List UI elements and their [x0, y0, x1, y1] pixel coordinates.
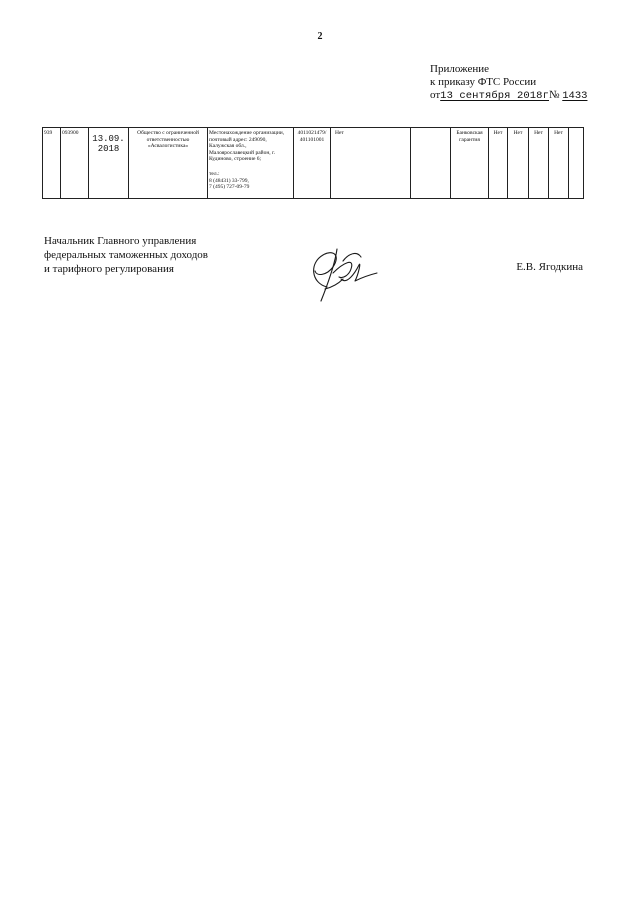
cell-col13: Нет — [549, 128, 569, 199]
cell-col11: Нет — [508, 128, 529, 199]
cell-col12: Нет — [529, 128, 549, 199]
order-number: 1433 — [562, 90, 588, 102]
cell-date-line-1: 13.09. — [92, 134, 125, 144]
cell-col8-empty — [411, 128, 451, 199]
phone-1: 8 (48431) 33-799, — [209, 177, 249, 184]
cell-index: 939 — [43, 128, 61, 199]
address-text: Местонахождение организации, почтовый адрес: 249090, Калужская обл., Малоярославецкий район, г. Кудиново, строение 6; — [209, 130, 285, 163]
appendix-title: Приложение — [430, 63, 490, 75]
page-number: 2 — [317, 31, 323, 42]
appendix-order-ref: к приказу ФТС России — [430, 76, 537, 88]
cell-date-line-2: 2018 — [97, 144, 120, 154]
cell-organization: Общество с ограниченной ответственностью «Асвалогистика» — [129, 128, 208, 199]
number-sign: № — [549, 89, 560, 101]
cell-address — [208, 128, 294, 199]
appendix-date-line — [430, 89, 590, 103]
handwritten-signature — [303, 243, 381, 305]
date-prefix: от — [430, 89, 441, 101]
signatory-position — [44, 234, 264, 276]
cell-col14-empty — [569, 128, 584, 199]
registry-table — [42, 127, 584, 199]
cell-date — [89, 128, 129, 199]
order-date: 13 сентября 2018г — [440, 90, 549, 102]
appendix-header — [430, 63, 590, 103]
cell-col7: Нет — [331, 128, 411, 199]
position-line-2: федеральных таможенных доходов — [44, 249, 208, 261]
cell-code: 093900 — [61, 128, 89, 199]
position-line-1: Начальник Главного управления — [44, 235, 197, 247]
cell-col10: Нет — [489, 128, 508, 199]
table-row — [43, 128, 584, 199]
position-line-3: и тарифного регулирования — [44, 263, 174, 275]
cell-inn-kpp: 4011021479/ 401101001 — [294, 128, 331, 199]
cell-col9: Банковская гарантия — [451, 128, 489, 199]
phone-2: 7 (495) 727-09-79 — [209, 184, 250, 191]
phone-label: тел.: — [209, 170, 220, 177]
signatory-name: Е.В. Ягодкина — [516, 261, 583, 273]
